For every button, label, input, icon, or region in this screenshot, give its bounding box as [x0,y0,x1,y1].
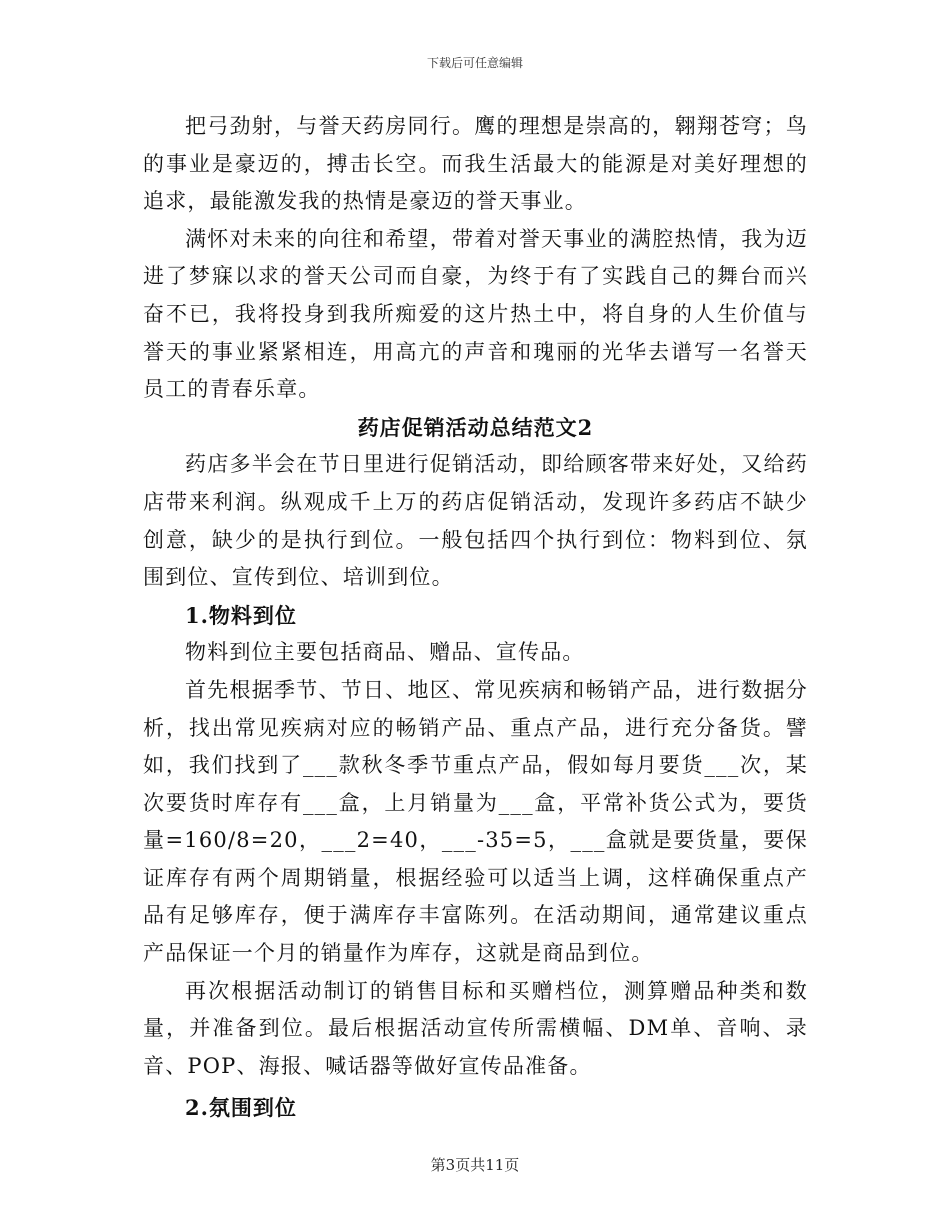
section-heading-atmosphere: 2.氛围到位 [185,1095,297,1121]
paragraph: 把弓劲射，与誉天药房同行。鹰的理想是崇高的，翱翔苍穹；鸟的事业是豪迈的，搏击长空。而我生活最大的能源是对美好理想的追求，最能激发我的热情是豪迈的誉天事业。 [143,114,808,214]
page-number: 第3页共11页 [430,1156,520,1174]
paragraph: 再次根据活动制订的销售目标和买赠档位，测算赠品种类和数量，并准备到位。最后根据活动宣传所需横幅、DM单、音响、录音、POP、海报、喊话器等做好宣传品准备。 [143,978,808,1078]
paragraph: 物料到位主要包括商品、赠品、宣传品。 [185,640,585,665]
intro-paragraph: 药店多半会在节日里进行促销活动，即给顾客带来好处，又给药店带来利润。纵观成千上万的药店促销活动，发现许多药店不缺少创意，缺少的是执行到位。一般包括四个执行到位：物料到位、氛围到位、宣传到位、培训到位。 [143,452,808,590]
paragraph: 满怀对未来的向往和希望，带着对誉天事业的满腔热情，我为迈进了梦寐以求的誉天公司而自豪，为终于有了实践自己的舞台而兴奋不已，我将投身到我所痴爱的这片热土中，将自身的人生价值与誉天的事业紧紧相连，用高亢的声音和瑰丽的光华去谱写一名誉天员工的青春乐章。 [143,226,808,402]
document-title: 药店促销活动总结范文2 [357,414,594,440]
document-body [143,108,808,1127]
page-header-note: 下载后可任意编辑 [426,56,523,70]
paragraph: 首先根据季节、节日、地区、常见疾病和畅销产品，进行数据分析，找出常见疾病对应的畅销产品、重点产品，进行充分备货。譬如，我们找到了___款秋冬季节重点产品，假如每月要货___次，某次要货时库存有___盒，上月销量为___盒，平常补货公式为，要货量=160/8=20，___2=40，___-35=5，___盒就是要货量，要保证库存有两个周期销量，根据经验可以适当上调，这样确保重点产品有足够库存，便于满库存丰富陈列。在活动期间，通常建议重点产品保证一个月的销量作为库存，这就是商品到位。 [143,677,808,966]
section-heading-materials: 1.物料到位 [185,602,297,628]
